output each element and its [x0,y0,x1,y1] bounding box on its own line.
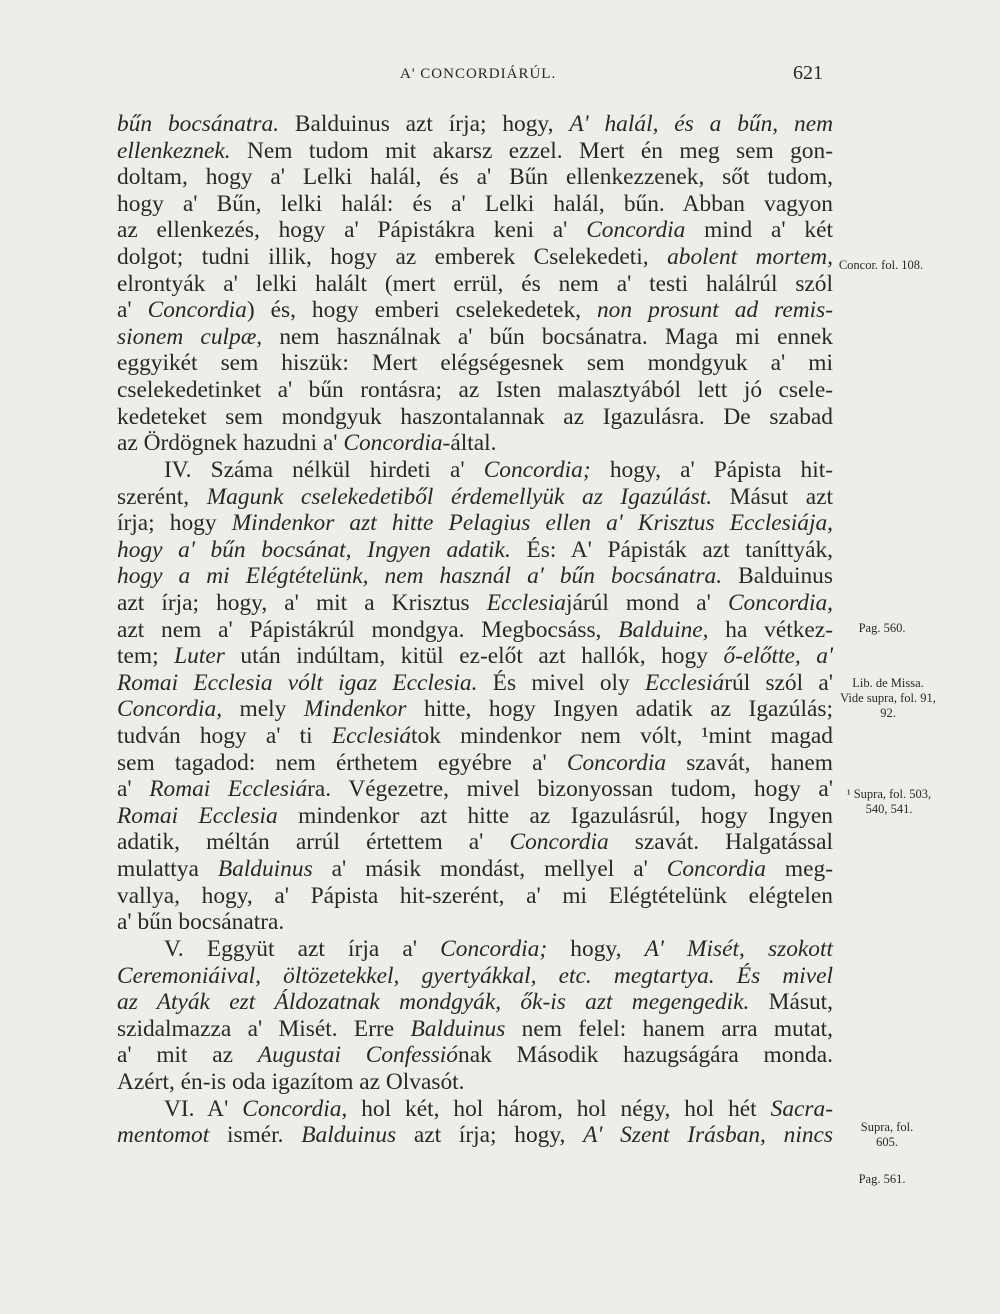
text-run: És: A' Pápisták azt taníttyák, [510,536,833,563]
italic-text: Concordia, [727,589,833,616]
text-line [117,111,833,138]
text-run: Másut, [749,989,833,1016]
text-line [117,696,833,723]
italic-text: Luter [174,643,225,670]
italic-text: abolent mortem, [667,244,833,271]
italic-text: Balduinus [301,1122,397,1149]
text-run: rúl szól a' [724,669,833,696]
text-run: után indúltam, kitül ez-előt azt hallók, hogy [224,643,724,670]
text-line [117,164,833,191]
italic-text: A' Misét, szokott [644,935,834,962]
text-run: ra. Végezetre, mivel bizonyossan tudom, hogy a' [307,776,833,803]
text-line [117,457,833,484]
italic-text: non prosunt ad remis- [596,297,833,324]
italic-text: Augustai Confessió [257,1042,459,1069]
text-run: hogy, a' Pápista hit- [590,456,833,483]
text-run: meg- [765,856,833,883]
text-run: szerént, [117,483,207,510]
text-run: dolgot; tudni illik, hogy az emberek Cselekedeti, [117,244,668,271]
italic-text: hogy a mi Elégtételünk, nem használ a' bűn bocsánatra. [117,563,723,590]
text-line [117,537,833,564]
text-line [117,803,833,830]
page-number: 621 [793,62,823,84]
italic-text: Concordia; [440,935,548,962]
text-line [117,909,833,936]
text-line [117,350,833,377]
margin-note: Lib. de Missa. Vide supra, fol. 91, 92. [840,676,936,720]
italic-text: ő-előtte, a' [723,643,833,670]
text-run: mindenkor azt hitte az Igazulásrúl, hogy Ingyen [277,802,833,829]
text-line [117,1122,833,1149]
italic-text: mentomot [117,1122,210,1149]
italic-text: Balduinus [410,1015,506,1042]
text-run: hogy, [547,935,645,962]
text-run: a' másik mondást, mellyel a' [312,856,667,883]
text-run: Balduinus azt írja; hogy, [279,111,570,137]
margin-note: Supra, fol. 605. [860,1120,914,1149]
italic-text: Mindenkor [303,696,407,723]
italic-text: Romai Ecclesiá [149,776,308,803]
text-run: szavát. Halgatással [608,829,833,856]
text-run: az ellenkezés, hogy a' Pápistákra keni a' [117,217,587,244]
italic-text: Concordia [509,829,609,856]
text-run: ) és, hogy emberi cselekedetek, [246,297,597,324]
italic-text: Concordia [666,856,766,883]
italic-text: Concordia [343,430,443,457]
text-line [117,510,833,537]
text-run: VI. A' [164,1095,243,1122]
text-line [117,377,833,404]
text-line [117,191,833,218]
margin-note: Pag. 560. [858,621,906,635]
text-run: És mivel oly [477,669,645,696]
italic-text: Concordia, [117,696,223,723]
margin-note: ¹ Supra, fol. 503, 540, 541. [846,787,932,816]
text-run: tudván hogy a' ti [117,723,332,750]
text-line [117,244,833,271]
italic-text: A' Szent Irásban, nincs [583,1122,833,1149]
italic-text: Mindenkor azt hitte Pelagius ellen a' Krisztus Ecclesiája, [231,510,833,537]
text-run: Azért, én-is oda igazítom az Olvasót. [117,1068,465,1095]
italic-text: bűn bocsánatra. [117,111,280,137]
text-run: mind a' két [685,217,833,244]
text-run: mely [222,696,304,723]
running-title: A' CONCORDIÁRÚL. [400,66,557,82]
text-run: Balduinus [722,563,833,590]
text-line [117,297,833,324]
text-run: doltam, hogy a' Lelki halál, és a' Bűn ellenkezzenek, sőt tudom, [117,164,833,191]
margin-note: Concor. fol. 108. [838,258,924,272]
text-line [117,1096,833,1123]
italic-text: sionem culpæ, [117,323,263,350]
text-run: sem tagadod: nem érthetem egyébre a' [117,749,567,776]
text-run: nem felel: hanem arra mutat, [505,1015,833,1042]
text-run: elrontyák a' lelki halált (mert errül, és nem a' testi halálrúl szól [117,270,833,297]
text-run: eggyikét sem hiszük: Mert elégségesnek sem mondgyuk a' mi [117,350,833,377]
text-line [117,829,833,856]
text-line [117,563,833,590]
text-line [117,989,833,1016]
text-run: vallya, hogy, a' Pápista hit-szerént, a' mi Elégtételünk elégtelen [117,882,833,909]
text-run: kedeteket sem mondgyuk haszontalannak az Igazulásra. De szabad [117,403,833,430]
text-line [117,271,833,298]
text-run: -által. [442,430,497,457]
running-head [0,62,1000,90]
text-run: azt nem a' Pápistákrúl mondgya. Megbocsáss, [117,616,619,643]
italic-text: Balduine, [618,616,709,643]
text-run: tem; [117,643,175,670]
text-line [117,617,833,644]
text-run: járúl mond a' [565,589,728,616]
text-run: mulattya [117,856,218,883]
italic-text: Concordia [566,749,667,776]
text-run: V. Eggyüt azt írja a' [164,935,441,962]
text-run: azt írja; hogy, a' mit a Krisztus [117,589,487,616]
italic-text: Concordia [147,297,247,324]
text-run: adatik, méltán arrúl értettem a' [117,829,510,856]
text-line [117,217,833,244]
italic-text: Ceremoniáival, öltözetekkel, gyertyákkal, etc. megtartya. És mivel [117,962,833,989]
italic-text: Balduinus [217,856,313,883]
text-line [117,324,833,351]
text-run: a' mit az [117,1042,258,1069]
italic-text: Concordia, [242,1095,348,1122]
italic-text: az Atyák ezt Áldozatnak mondgyák, ők-is azt megengedik. [117,989,750,1016]
text-line [117,1069,833,1096]
text-run: Nem tudom mit akarsz ezzel. Mert én meg sem gon- [230,137,833,164]
italic-text: A' halál, és a bűn, nem [569,111,833,137]
text-line [117,1042,833,1069]
text-run: nak Második hazugságára monda. [458,1042,833,1069]
text-run: a' [117,297,148,324]
text-run: szidalmazza a' Misét. Erre [117,1015,411,1042]
text-line [117,404,833,431]
text-line [117,590,833,617]
text-run: ha vétkez- [708,616,833,643]
text-line [117,1016,833,1043]
text-run: nem használnak a' bűn bocsánatra. Maga mi ennek [262,323,833,350]
text-line [117,776,833,803]
text-run: a' [117,776,150,803]
text-run: hogy a' Bűn, lelki halál: és a' Lelki halál, bűn. Abban vagyon [117,190,833,217]
text-line [117,856,833,883]
text-line [117,430,833,457]
text-run: szavát, hanem [666,749,833,776]
text-line [117,883,833,910]
text-line [117,643,833,670]
italic-text: Romai Ecclesia [117,802,278,829]
italic-text: Romai Ecclesia vólt igaz Ecclesia. [117,669,478,696]
text-run: írja; hogy [117,510,232,537]
italic-text: Ecclesia [486,589,566,616]
italic-text: hogy a' bűn bocsánat, Ingyen adatik. [117,536,511,563]
text-run: az Ördögnek hazudni a' [117,430,344,457]
italic-text: Ecclesiá [331,723,412,750]
text-run: a' bűn bocsánatra. [117,909,285,936]
italic-text: Sacra- [770,1095,833,1122]
text-line [117,138,833,165]
italic-text: Ecclesiá [644,669,725,696]
text-run: Másut azt [712,483,834,510]
text-line [117,750,833,777]
text-run: tok mindenkor nem vólt, ¹mint magad [411,723,833,750]
text-line [117,670,833,697]
body-text [117,111,833,1149]
text-line [117,936,833,963]
text-run: hol két, hol három, hol négy, hol hét [347,1095,771,1122]
italic-text: ellenkeznek. [117,137,231,164]
text-run: cselekedetinket a' bűn rontásra; az Isten malasztyából lett jó csele- [117,377,833,404]
italic-text: Concordia; [483,456,591,483]
text-run: IV. Száma nélkül hirdeti a' [164,456,484,483]
text-line [117,484,833,511]
text-run: azt írja; hogy, [396,1122,584,1149]
text-run: hitte, hogy Ingyen adatik az Igazúlás; [406,696,833,723]
text-run: ismér. [209,1122,302,1149]
text-line [117,963,833,990]
italic-text: Magunk cselekedetiből érdemellyük az Igazúlást. [206,483,713,510]
text-line [117,723,833,750]
italic-text: Concordia [586,217,686,244]
margin-note: Pag. 561. [858,1172,906,1186]
